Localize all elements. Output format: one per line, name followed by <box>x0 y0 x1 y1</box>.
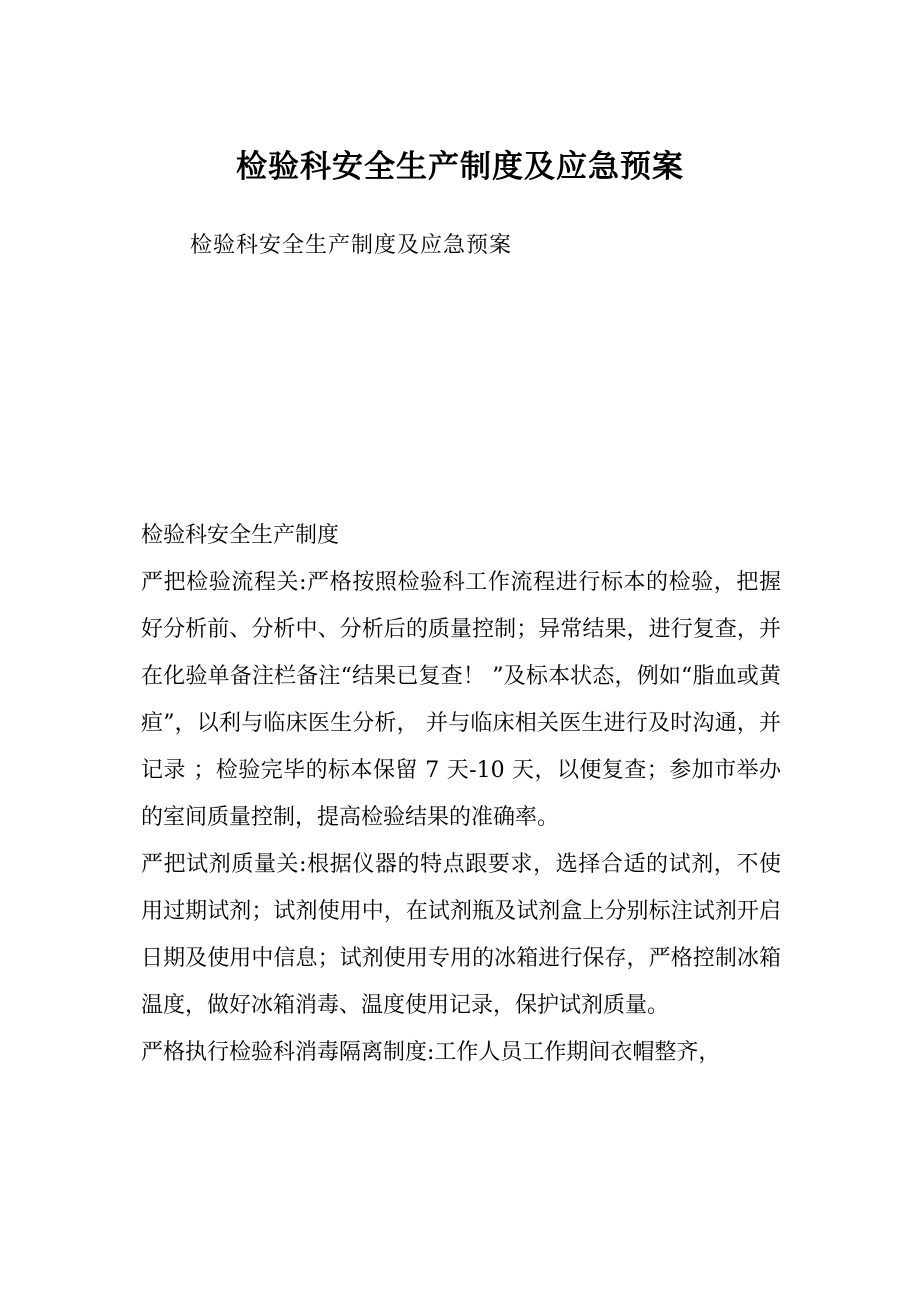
paragraph-specimen-process: 严把检验流程关:严格按照检验科工作流程进行标本的检验，把握好分析前、分析中、分析后的质量控制；异常结果，进行复查，并在化验单备注栏备注“结果已复查！ ”及标本状态，例如“脂血或黄疸”，以利与临床医生分析， 并与临床相关医生进行及时沟通，并记录 ；检验完毕的标本保留 7 天-10 天，以便复查；参加市举办的室间质量控制，提高检验结果的准确率。 <box>141 570 781 830</box>
document-body <box>141 512 781 1076</box>
document-subtitle: 检验科安全生产制度及应急预案 <box>190 233 513 258</box>
document-title: 检验科安全生产制度及应急预案 <box>236 149 684 185</box>
section-heading: 检验科安全生产制度 <box>141 523 340 548</box>
paragraph-reagent-quality: 严把试剂质量关:根据仪器的特点跟要求，选择合适的试剂，不使用过期试剂；试剂使用中，在试剂瓶及试剂盒上分别标注试剂开启日期及使用中信息；试剂使用专用的冰箱进行保存，严格控制冰箱温度，做好冰箱消毒、温度使用记录，保护试剂质量。 <box>141 852 781 1018</box>
paragraph-disinfection: 严格执行检验科消毒隔离制度:工作人员工作期间衣帽整齐， <box>141 1040 721 1065</box>
